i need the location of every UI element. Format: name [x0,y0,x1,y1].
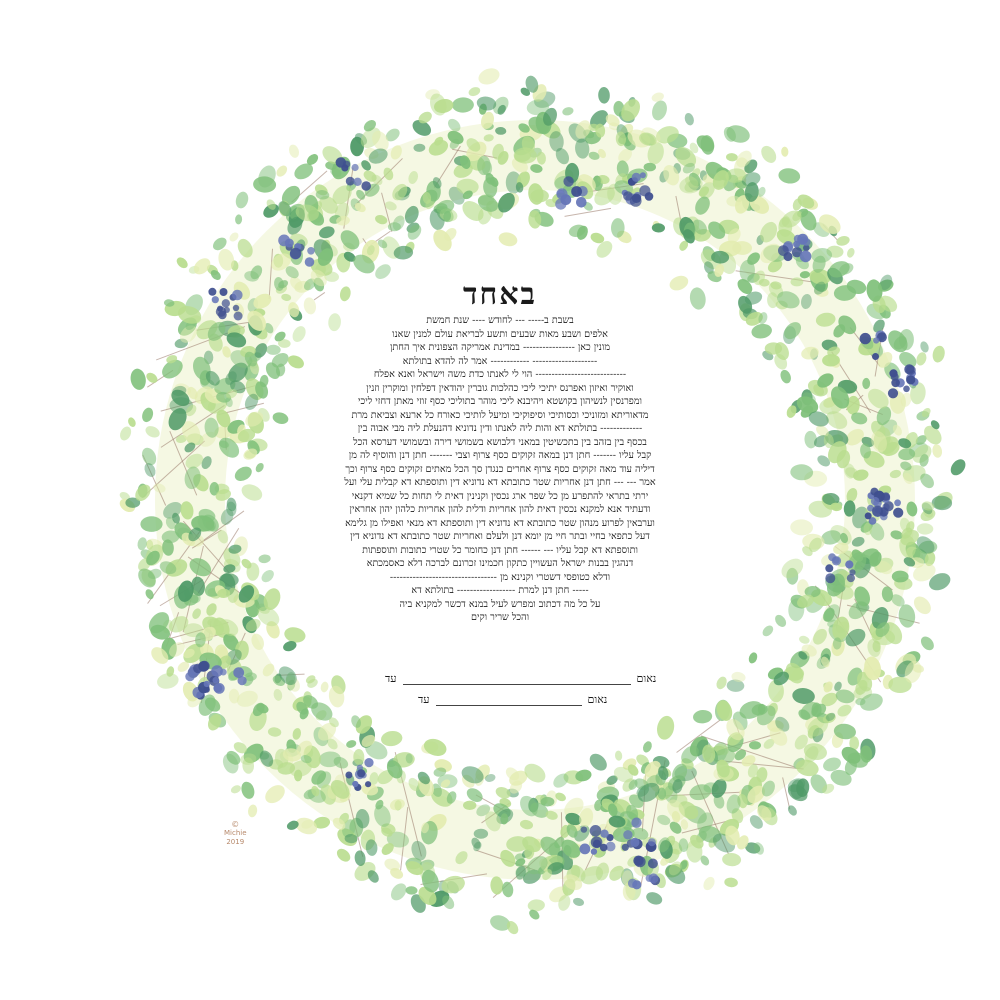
ketubah-line: ---------------------------- הוי לי לאנתו כדת משה וישראל ואנא אפלח [373,369,627,380]
berry [833,557,840,564]
berry [793,241,800,248]
fern-leaflet [919,340,930,353]
fern-leaflet [586,750,610,774]
fern-leaflet [598,87,610,104]
fern-leaflet [722,852,742,866]
berry [623,191,633,201]
fern-leaflet [778,167,801,185]
fern-leaflet [405,886,417,895]
artist-credit [224,820,247,847]
berry [872,353,879,360]
copyright-symbol: © [231,820,240,829]
fern-leaflet [247,804,258,818]
berry [208,288,216,296]
fern-leaflet [714,675,728,691]
fern-leaflet [561,106,574,116]
fern-leaflet [175,255,190,270]
fern-leaflet [283,625,307,644]
berry [648,859,658,869]
ketubah-line: והכל שריר וקים [470,612,530,623]
berry [888,388,898,398]
ketubah-line: -------------------- ------------ אמר לה להדא בתולתא [402,355,598,367]
fern-leaflet [650,99,670,123]
ketubah-line: קבל עליו ------- חתן דנן במאה זקוקים כסף צרוף וצבי ------- חתן דנן והוסיף לה מן [348,450,652,461]
ketubah-line: על כל מה דכתוב ומפרש לעיל במנא דכשר למקניא ביה [399,598,601,610]
fern-leaflet [501,881,514,898]
berry [631,818,641,828]
ketubah-line: ----- חתן דנן למרת ------------------ בתולתא דא [411,585,589,596]
berry [591,848,597,854]
fern-leaflet [235,214,243,224]
ketubah-line: מונין כאן ---------------- במדינת אמריקה הצפונית איך החתן [389,342,611,353]
berry [803,238,811,246]
fern-leaflet [127,416,137,428]
ketubah-line: דעל כתפאי בחיי ובתר חיי מן יומא דנן ולעלם ואחריות שטר כתובתא דא נדוניא דין [350,531,650,542]
berry [278,235,290,247]
signature-label-2: נאום [587,693,608,706]
fern-leaflet [140,516,162,532]
fern-leaflet [655,714,676,741]
berry [220,669,227,676]
fern-leaflet [521,760,549,786]
fern-leaflet [142,461,157,478]
ketubah-line: ומפרנסין לנשיהון בקושטא ויהיבנא ליכי מוהר בתוליכי כסף זוזי מאתן דחזי ליכי [358,396,642,407]
berry [632,173,641,182]
berry [600,830,608,838]
berry [343,161,350,168]
fern-leaflet [758,143,779,166]
fern-leaflet [790,519,814,536]
berry [204,681,210,687]
fern-leaflet [931,443,943,458]
berry [220,288,228,296]
fern-leaflet [232,464,254,484]
berry [581,826,587,832]
ketubah-line: אלפים ושבע מאות שבעים ותשע לבריאת עולם למנין שאנו [392,328,608,340]
berry [590,825,602,837]
berry [213,684,222,693]
signature-line-1 [403,674,631,685]
berry [556,188,567,199]
berry [233,667,244,678]
berry [882,492,890,500]
berry [352,781,358,787]
fern-leaflet [641,740,653,754]
berry [571,186,582,197]
fern-leaflet [467,86,481,98]
berry [893,508,903,518]
berry [361,181,371,191]
berry [623,830,632,839]
berry [906,365,916,375]
berry [346,177,355,186]
fern-leaflet [917,523,934,535]
fern-leaflet [724,877,739,888]
berry [357,769,365,777]
signature-row-2 [418,693,607,706]
berry [649,873,659,883]
berry [860,333,871,344]
fern-leaflet [476,65,502,87]
berry [352,164,359,171]
berry [847,574,855,582]
berry [233,305,239,311]
berry [639,185,650,196]
fern-leaflet [614,750,622,761]
berry [872,506,883,517]
ketubah-line: מדאוריתא ומזוניכי וכסותיכי וסיפוקיכי ומיעל לותיכי כאורח כל ארעא וצביאת מרת [351,409,649,421]
ketubah-body [265,314,735,625]
fern-leaflet [948,456,969,478]
berry [364,758,373,767]
fern-leaflet [931,344,946,363]
fern-leaflet [405,222,424,242]
fern-leaflet [527,899,545,912]
berry [563,176,573,186]
fern-leaflet [779,368,793,385]
berry [903,386,910,393]
fern-leaflet [463,801,476,810]
fern-leaflet [452,97,474,113]
berry [199,661,210,672]
signature-label-1: נאום [636,672,657,685]
berry [891,379,900,388]
signature-row-1 [385,672,656,685]
berry [800,251,812,263]
ketubah-line: דנהגין בבנות ישראל העשויין כתקון חכמינו זכרונם לברכה דלא כאסמכתא [366,558,634,569]
berry [224,307,230,313]
fern-leaflet [490,876,504,895]
fern-leaflet [497,230,519,248]
fern-leaflet [353,749,364,765]
berry [825,573,835,583]
ketubah-line: ותוספתא דא קבל עליו --- ------ חתן דנן כחומר כל שטרי כתובות ותוספתות [362,544,638,556]
fern-leaflet [254,462,265,474]
fern-leaflet [380,730,403,748]
fern-leaflet [644,163,656,172]
ketubah-line: ירתי בתראי להתפרע מן כל שפר ארג נכסין וקנינין דאית לי תחות כל שמיא דקנאי [351,490,649,502]
ketubah-title: באחד [463,277,537,312]
ketubah-line: וערבאין לפרוע מנהון שטר כתובתא דא נדוניא דין ותוספתא דא מנאי ואפילו מן גלימא [345,517,655,529]
witness-label-2: עד [418,693,430,706]
fern-leaflet [781,146,789,157]
berry [622,844,629,851]
berry [212,296,219,303]
berry [873,337,879,343]
berry [234,312,243,321]
ketubah-line: ------------- בתולתא דא והות ליה לאנתו ודין נדוניא דהנעלת ליה מבי אבוה בין [357,423,643,434]
berry [634,856,645,867]
ketubah-line: בשבת ב----- --- לחודש ---- שנת חמשת [426,315,574,326]
berry [365,781,371,787]
fern-leaflet [701,875,717,892]
fern-leaflet [761,623,776,638]
fern-leaflet [726,153,738,162]
fern-leaflet [239,780,256,801]
berry [345,772,352,779]
berry [889,369,897,377]
fern-leaflet [144,588,156,601]
ketubah-line: דיליה עוד מאה זקוקים כסף צרוף אחרים כנגדן סך הכל מאתים זקוקים כסף צרוף וכך [345,463,655,475]
fern-leaflet [239,481,265,504]
berry [870,488,878,496]
signature-line-2 [436,695,582,706]
fern-leaflet [287,143,301,159]
fern-leaflet [422,736,449,759]
berry [894,499,901,506]
fern-leaflet [494,785,512,801]
fern-leaflet [129,367,147,391]
berry [576,197,587,208]
berry [906,375,915,384]
fern-leaflet [228,231,241,244]
berry [222,299,230,307]
fern-leaflet [334,846,352,864]
ketubah-line: ואוקיר ואיזון ואפרנס יתיכי ליכי כהלכות גוברין יהודאין דפלחין ומוקרין וזנין [366,382,634,394]
berry [213,677,220,684]
berry [825,564,833,572]
berry [217,306,223,312]
ketubah-line: ודעתיד אנא למקנא נכסין דאית להון אחריות ודלית להון אחריות כלהון יהון אחראין [349,504,651,515]
fern-leaflet [144,371,159,385]
fern-leaflet [572,897,585,907]
fern-leaflet [835,235,851,248]
berry [632,880,641,889]
fern-leaflet [786,804,799,818]
fern-leaflet [915,351,928,367]
fern-leaflet [773,613,789,629]
fern-leaflet [683,112,695,127]
fern-leaflet [791,277,804,286]
ketubah-line: ודלא כטופסי דשטרי וקנינא מן --------------------------------- [389,571,611,583]
ketubah-line: בכסף בין בזהב בין בתכשיטין במאני דלבושא בשמושי דירה ובשמושי דערסא הכל [353,436,647,448]
berry [648,838,656,846]
fern-leaflet [918,634,936,653]
berry [290,248,301,259]
fern-leaflet [140,406,155,423]
fern-leaflet [118,425,133,442]
berry [307,247,315,255]
fern-leaflet [136,536,148,551]
fern-leaflet [234,190,250,210]
witness-label-1: עד [385,672,397,685]
fern-leaflet [274,163,289,178]
berry [591,837,603,849]
berry [778,245,789,256]
fern-leaflet [846,247,856,259]
berry [353,178,361,186]
fern-leaflet [230,784,243,795]
ketubah-text [265,278,735,625]
fern-leaflet [765,342,782,354]
artist-year: 2019 [226,838,245,846]
berry [845,560,853,568]
fern-leaflet [320,681,330,693]
fern-leaflet [747,651,759,665]
fern-leaflet [692,709,712,724]
berry [555,199,566,210]
ketubah-line: אמר --- --- חתן דנן אחריות שטר כתובתא דא נדוניא דין ותוספתא דא קבלית עלי ועל [344,477,656,488]
berry [865,512,872,519]
fern-leaflet [644,890,664,907]
fern-leaflet [798,634,811,645]
artist-name: Michie [224,829,247,837]
berry [232,290,243,301]
berry [305,257,315,267]
berry [580,844,591,855]
berry [630,838,639,847]
fern-leaflet [144,424,162,440]
fern-leaflet [897,603,916,628]
